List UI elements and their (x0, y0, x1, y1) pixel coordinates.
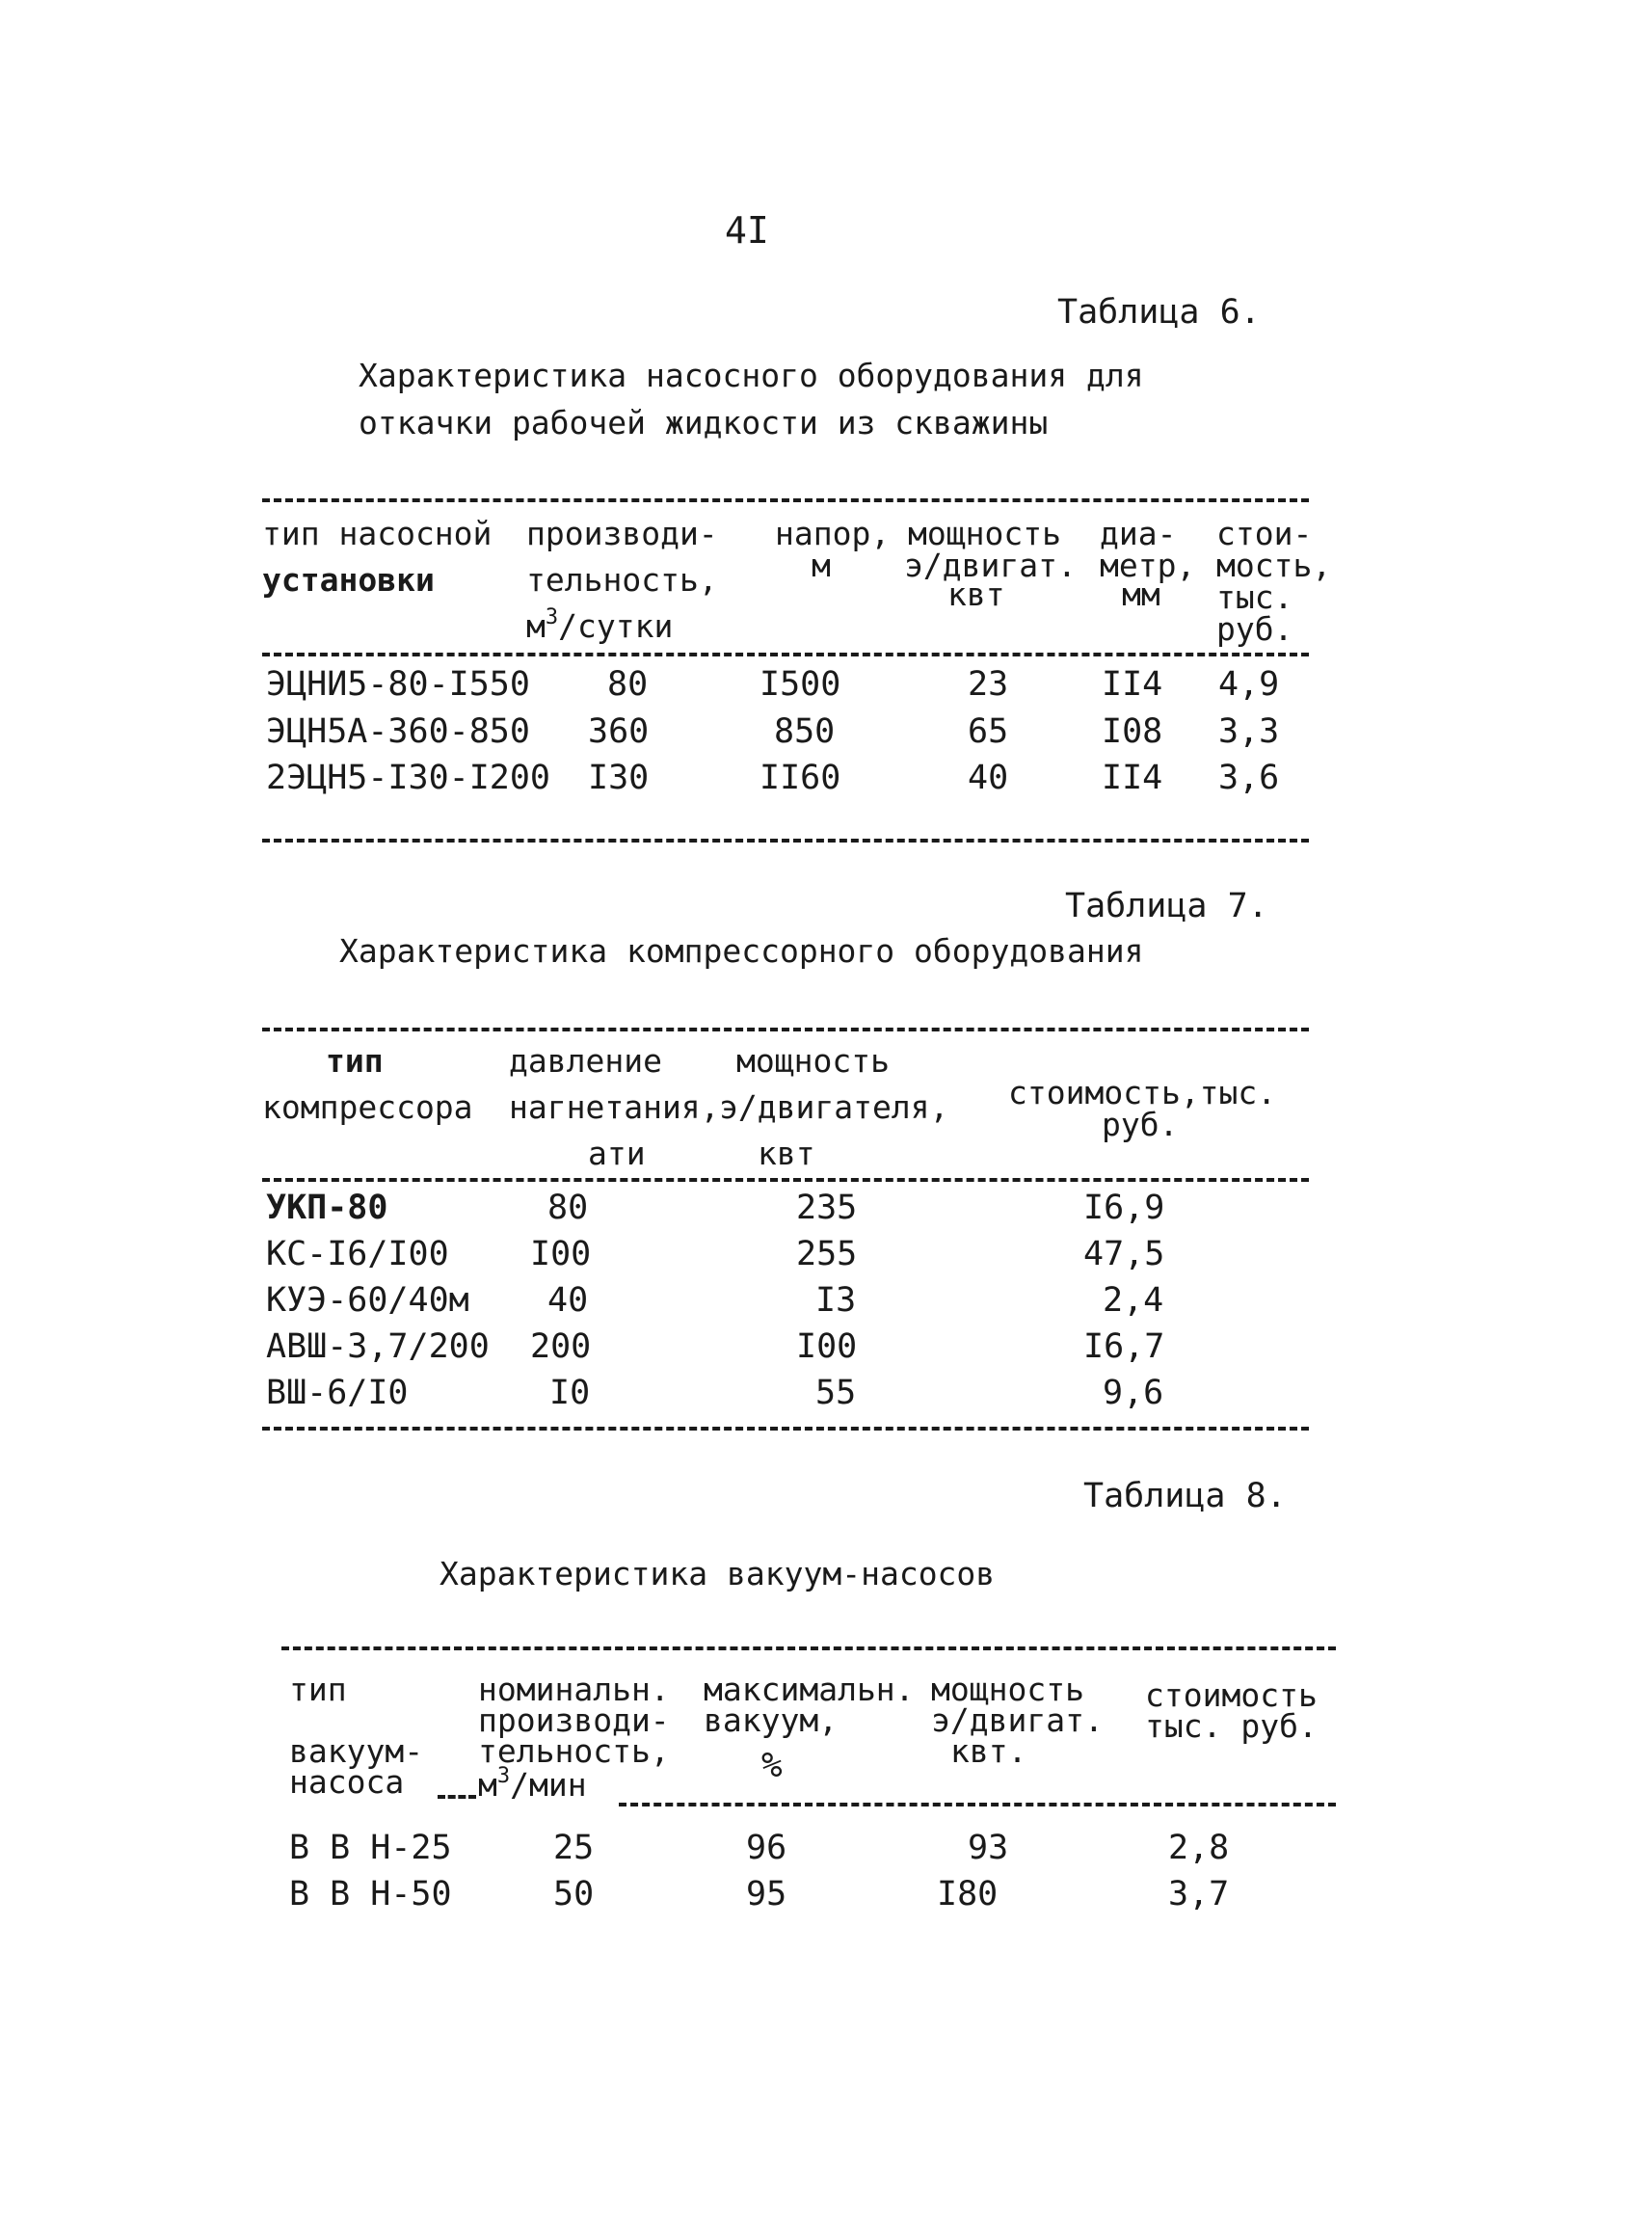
table8-row1-cost: 2,8 (1168, 1829, 1230, 1867)
table7-row3-press: 40 (547, 1281, 589, 1320)
table6-header-cost-3: тыс. (1216, 578, 1293, 616)
table8-row2-cost: 3,7 (1168, 1875, 1230, 1913)
table6-header-prod-3-sup: 3 (545, 605, 559, 629)
table6-header-prod-3-unit: м (526, 607, 546, 645)
table6-row1-diam: II4 (1102, 665, 1163, 704)
table6-row3-diam: II4 (1102, 759, 1163, 797)
table7-row4-cost: I6,7 (1083, 1327, 1165, 1366)
table6-row1-type: ЭЦНИ5-80-I550 (266, 665, 530, 704)
table6-title-line1: Характеристика насосного оборудования для (359, 357, 1144, 394)
table6-header-power-2: э/двигат. (904, 547, 1077, 584)
table8-top-rule (281, 1646, 1336, 1650)
table6-header-diam-1: диа- (1100, 515, 1177, 552)
table8-row2-vac: 95 (746, 1875, 787, 1913)
table8-header-type-3: насоса (289, 1763, 405, 1801)
table6-row3-type: 2ЭЦН5-I30-I200 (266, 759, 551, 797)
table7-header-power-2: э/двигателя, (719, 1088, 949, 1126)
table8-header-cost-2: тыс. руб. (1145, 1707, 1318, 1745)
table7-label: Таблица 7. (1065, 887, 1268, 925)
table8-row1-nom: 25 (553, 1829, 595, 1867)
table6-row2-head: 850 (774, 712, 836, 751)
table6-row2-prod: 360 (588, 712, 650, 751)
table8-row2-type: В В Н-50 (289, 1875, 452, 1913)
table6-header-type-1: тип насосной (262, 515, 493, 552)
table6-bottom-rule (262, 839, 1309, 843)
table7-row2-cost: 47,5 (1083, 1235, 1165, 1273)
table8-header-type-1: тип (289, 1671, 347, 1708)
table6-row3-prod: I30 (588, 759, 650, 797)
table7-row1-type: УКП-80 (266, 1189, 388, 1227)
table6-header-rule (262, 653, 1309, 656)
table6-title-line2: откачки рабочей жидкости из скважины (359, 404, 1049, 442)
table7-header-cost-2: руб. (1102, 1106, 1179, 1143)
table7-header-press-1: давление (509, 1042, 662, 1080)
table6-header-cost-2: мость, (1216, 547, 1332, 584)
table7-header-type-2: компрессора (262, 1088, 473, 1126)
table7-row3-type: КУЭ-60/40м (266, 1281, 469, 1320)
table7-row2-power: 255 (796, 1235, 858, 1273)
table6-header-prod-2: тельность, (526, 561, 718, 599)
table7-row5-press: I0 (549, 1374, 591, 1412)
table8-header-nom-4-sup: 3 (496, 1764, 511, 1788)
table7-header-press-3: ати (588, 1135, 646, 1172)
table8-header-nom-3: тельность, (478, 1732, 670, 1770)
table6-header-diam-2: метр, (1100, 547, 1196, 584)
table7-row4-power: I00 (796, 1327, 858, 1366)
table6-row2-power: 65 (968, 712, 1009, 751)
table8-header-power-2: э/двигат. (931, 1701, 1104, 1739)
table6-row2-diam: I08 (1102, 712, 1163, 751)
table8-header-cost-1: стоимость (1145, 1676, 1318, 1714)
table6-header-head-2: м (812, 547, 831, 584)
table8-header-vac-2: вакуум, (704, 1701, 839, 1739)
table6-header-power-1: мощность (908, 515, 1061, 552)
table8-row1-vac: 96 (746, 1829, 787, 1867)
table6-row1-cost: 4,9 (1218, 665, 1280, 704)
table8-header-vac-3: % (761, 1746, 783, 1785)
table7-row5-cost: 9,6 (1103, 1374, 1164, 1412)
table8-row2-power: I80 (937, 1875, 999, 1913)
table8-header-power-1: мощность (931, 1671, 1084, 1708)
table6-row3-cost: 3,6 (1218, 759, 1280, 797)
table8-header-rule-left (438, 1795, 476, 1799)
table8-header-power-3: квт. (950, 1732, 1027, 1770)
table6-header-type-2: установки (262, 561, 435, 599)
table8-header-nom-4 (478, 1764, 587, 1804)
table6-row1-head: I500 (759, 665, 841, 704)
table7-row5-type: ВШ-6/I0 (266, 1374, 409, 1412)
table8-row2-nom: 50 (553, 1875, 595, 1913)
table7-header-power-3: квт (758, 1135, 815, 1172)
table6-header-diam-3: мм (1122, 575, 1160, 613)
table6-row3-head: II60 (759, 759, 841, 797)
table7-row1-power: 235 (796, 1189, 858, 1227)
page-number: 4I (725, 209, 769, 252)
table6-header-prod-1: производи- (526, 515, 718, 552)
table8-header-vac-1: максимальн. (704, 1671, 915, 1708)
table8-title: Характеристика вакуум-насосов (440, 1555, 996, 1592)
table7-header-press-2: нагнетания, (509, 1088, 720, 1126)
table7-top-rule (262, 1028, 1309, 1031)
table8-row1-type: В В Н-25 (289, 1829, 452, 1867)
table6-row2-cost: 3,3 (1218, 712, 1280, 751)
table6-header-prod-3 (526, 605, 674, 645)
table7-header-type-1: тип (326, 1042, 384, 1080)
table6-label: Таблица 6. (1057, 293, 1261, 332)
table7-row5-power: 55 (815, 1374, 857, 1412)
table7-header-power-1: мощность (736, 1042, 890, 1080)
table8-header-nom-1: номинальн. (478, 1671, 670, 1708)
table6-header-cost-4: руб. (1216, 610, 1293, 648)
table7-row1-press: 80 (547, 1189, 589, 1227)
table8-label: Таблица 8. (1083, 1477, 1287, 1515)
table6-header-head-1: напор, (775, 515, 891, 552)
table6-row2-type: ЭЦН5А-360-850 (266, 712, 530, 751)
table7-header-rule (262, 1178, 1309, 1182)
table7-row3-cost: 2,4 (1103, 1281, 1164, 1320)
table7-bottom-rule (262, 1427, 1309, 1431)
table6-header-cost-1: стои- (1216, 515, 1313, 552)
table6-row1-power: 23 (968, 665, 1009, 704)
table8-header-type-2: вакуум- (289, 1732, 424, 1770)
table6-row1-prod: 80 (607, 665, 649, 704)
table7-row4-press: 200 (530, 1327, 592, 1366)
table8-header-nom-2: производи- (478, 1701, 670, 1739)
table8-row1-power: 93 (968, 1829, 1009, 1867)
table7-row3-power: I3 (815, 1281, 857, 1320)
table7-row4-type: АВШ-3,7/200 (266, 1327, 490, 1366)
table6-row3-power: 40 (968, 759, 1009, 797)
table8-header-nom-4-rest: /мин (510, 1766, 587, 1804)
table6-top-rule (262, 498, 1309, 502)
table7-title: Характеристика компрессорного оборудования (339, 932, 1144, 970)
table7-header-cost-1: стоимость,тыс. (1008, 1074, 1277, 1111)
table6-header-power-3: квт (947, 575, 1005, 613)
table7-row2-press: I00 (530, 1235, 592, 1273)
table8-header-rule (619, 1803, 1336, 1806)
table6-header-prod-3-rest: /сутки (558, 607, 674, 645)
table8-header-nom-4-unit: м (478, 1766, 497, 1804)
table7-row2-type: КС-I6/I00 (266, 1235, 449, 1273)
table7-row1-cost: I6,9 (1083, 1189, 1165, 1227)
